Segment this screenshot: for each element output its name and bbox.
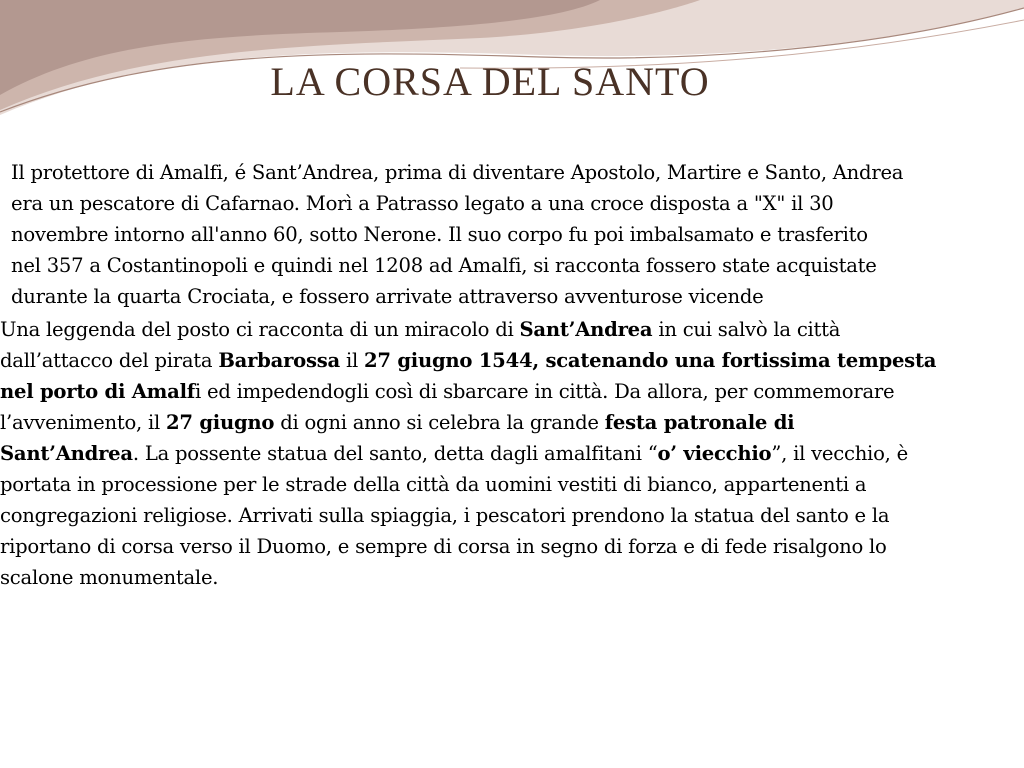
intro-line: durante la quarta Crociata, e fossero arrivate attraverso avventurose vicende	[11, 285, 764, 308]
legend-line: riportano di corsa verso il Duomo, e sempre di corsa in segno di forza e di fede risalgono lo	[0, 535, 887, 558]
slide-title: LA CORSA DEL SANTO	[270, 59, 710, 104]
legend-line: scalone monumentale.	[0, 566, 219, 589]
legend-paragraph	[0, 314, 1020, 593]
legend-line: portata in processione per le strade della città da uomini vestiti di bianco, appartenenti a	[0, 473, 867, 496]
intro-line: Il protettore di Amalfi, é Sant’Andrea, prima di diventare Apostolo, Martire e Santo, Andrea	[11, 161, 904, 184]
intro-line: era un pescatore di Cafarnao. Morì a Patrasso legato a una croce disposta a "X" il 30	[11, 192, 834, 215]
legend-line: nel porto di Amalfi ed impedendogli così di sbarcare in città. Da allora, per commemorare	[0, 380, 895, 403]
legend-line: congregazioni religiose. Arrivati sulla spiaggia, i pescatori prendono la statua del santo e la	[0, 504, 890, 527]
legend-line: Una leggenda del posto ci racconta di un miracolo di Sant’Andrea in cui salvò la città	[0, 318, 841, 341]
legend-line: Sant’Andrea. La possente statua del santo, detta dagli amalfitani “o’ viecchio”, il vecchio, è	[0, 442, 908, 465]
intro-line: novembre intorno all'anno 60, sotto Nerone. Il suo corpo fu poi imbalsamato e trasferito	[11, 223, 868, 246]
legend-line: dall’attacco del pirata Barbarossa il 27 giugno 1544, scatenando una fortissima tempesta	[0, 349, 937, 372]
intro-paragraph	[11, 157, 1011, 312]
legend-line: l’avvenimento, il 27 giugno di ogni anno si celebra la grande festa patronale di	[0, 411, 795, 434]
intro-line: nel 357 a Costantinopoli e quindi nel 1208 ad Amalfi, si racconta fossero state acquistate	[11, 254, 877, 277]
